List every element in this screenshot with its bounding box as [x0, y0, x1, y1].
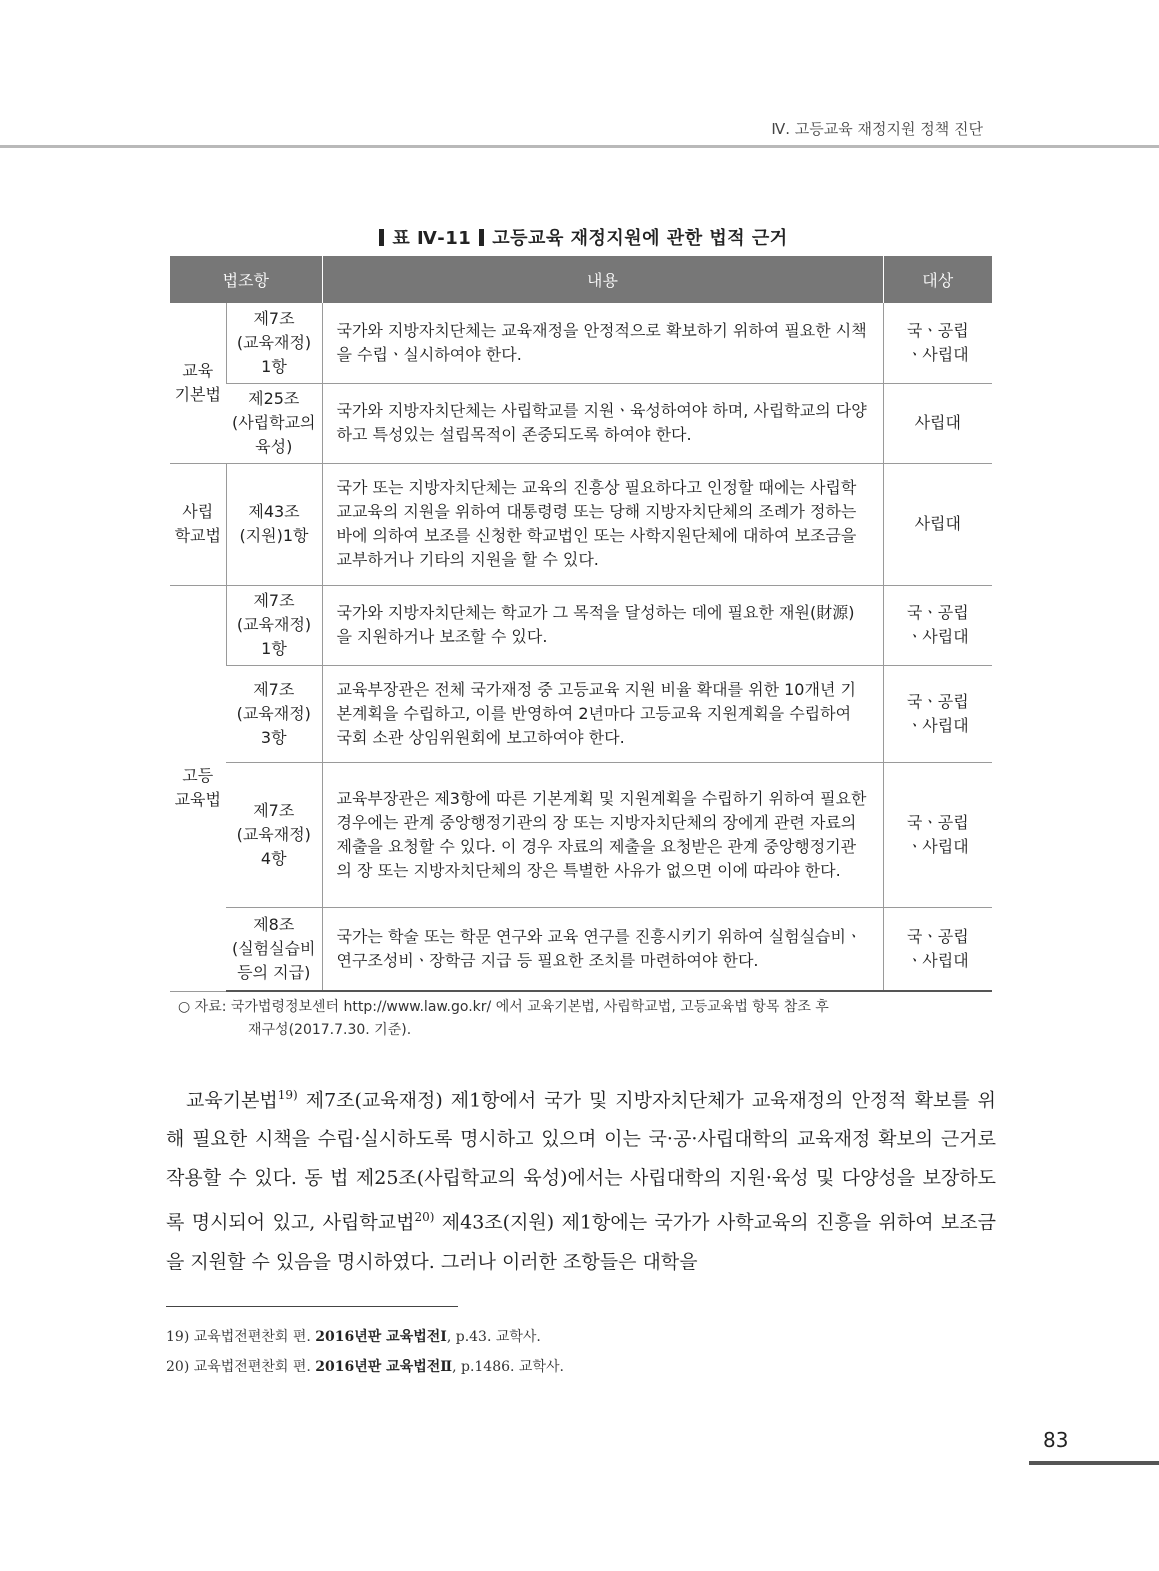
footnote-ref[interactable]: 19) — [277, 1088, 298, 1102]
target-cell: 국ㆍ공립 ㆍ사립대 — [883, 907, 992, 991]
article-cell: 제25조 (사립학교의 육성) — [226, 383, 322, 463]
caption-bar-right — [479, 229, 484, 246]
footnote-text: 20) 교육법전편찬회 편. — [166, 1359, 316, 1375]
table-row — [170, 463, 992, 585]
table-number: 표 Ⅳ-11 — [392, 228, 472, 249]
footnote-text: , p.1486. 교학사. — [452, 1359, 564, 1375]
source-line-continued: 재구성(2017.7.30. 기준). — [248, 1022, 412, 1038]
content-cell: 국가와 지방자치단체는 사립학교를 지원ㆍ육성하여야 하며, 사립학교의 다양하고 특성있는 설립목적이 존중되도록 하여야 한다. — [322, 383, 883, 463]
article-cell: 제8조 (실험실습비 등의 지급) — [226, 907, 322, 991]
body-paragraph — [166, 1076, 996, 1282]
footnote-book-title: 2016년판 교육법전Ⅱ — [315, 1359, 453, 1375]
table-title: 고등교육 재정지원에 관한 법적 근거 — [492, 228, 788, 249]
footnote-book-title: 2016년판 교육법전Ⅰ — [315, 1329, 447, 1345]
footnote-text: 19) 교육법전편찬회 편. — [166, 1329, 316, 1345]
table-caption — [0, 224, 1159, 250]
body-text-segment: 제7조(교육재정) 제1항에서 국가 및 지방자치단체가 교육재정의 안정적 확보를 위해 필요한 시책을 수립·실시하도록 명시하고 있으며 이는 국·공·사립대학의 교육재정 확보의 근거로 작용할 수 있다. 동 법 제25조(사립학교의 육성)에서는 사립대학의 지원·육성 및 다양성을 보장하도록 명시되어 있고, 사립학교법 — [166, 1089, 996, 1234]
table-row — [170, 383, 992, 463]
target-cell: 국ㆍ공립 ㆍ사립대 — [883, 585, 992, 665]
table-header-row — [170, 256, 992, 303]
law-name-cell: 고등 교육법 — [170, 585, 226, 991]
page-number: 83 — [1043, 1428, 1069, 1452]
content-cell: 국가와 지방자치단체는 학교가 그 목적을 달성하는 데에 필요한 재원(財源)을 지원하거나 보조할 수 있다. — [322, 585, 883, 665]
footnote-rule — [166, 1306, 458, 1307]
table-row — [170, 665, 992, 762]
article-cell: 제7조 (교육재정) 1항 — [226, 303, 322, 383]
page-number-rule — [1029, 1461, 1159, 1465]
content-cell: 국가 또는 지방자치단체는 교육의 진흥상 필요하다고 인정할 때에는 사립학교교육의 지원을 위하여 대통령령 또는 당해 지방자치단체의 조례가 정하는 바에 의하여 보조를 신청한 학교법인 또는 사학지원단체에 대하여 보조금을 교부하거나 기타의 지원을 할 수 있다. — [322, 463, 883, 585]
footnotes — [166, 1322, 564, 1382]
caption-bar-left — [379, 229, 384, 246]
content-cell: 교육부장관은 제3항에 따른 기본계획 및 지원계획을 수립하기 위하여 필요한 경우에는 관계 중앙행정기관의 장 또는 지방자치단체의 장에게 관련 자료의 제출을 요청할 수 있다. 이 경우 자료의 제출을 요청받은 관계 중앙행정기관의 장 또는 지방자치단체의 장은 특별한 사유가 없으면 이에 따라야 한다. — [322, 762, 883, 907]
body-text-segment: 교육기본법 — [186, 1089, 278, 1112]
target-cell: 국ㆍ공립 ㆍ사립대 — [883, 762, 992, 907]
footnote-ref[interactable]: 20) — [414, 1210, 435, 1225]
target-cell: 사립대 — [883, 463, 992, 585]
column-header-content: 내용 — [322, 256, 883, 303]
column-header-article: 법조항 — [170, 256, 322, 303]
column-header-target: 대상 — [883, 256, 992, 303]
article-cell: 제43조 (지원)1항 — [226, 463, 322, 585]
header-rule — [0, 145, 1159, 148]
target-cell: 국ㆍ공립 ㆍ사립대 — [883, 665, 992, 762]
content-cell: 국가는 학술 또는 학문 연구와 교육 연구를 진흥시키기 위하여 실험실습비ㆍ연구조성비ㆍ장학금 지급 등 필요한 조치를 마련하여야 한다. — [322, 907, 883, 991]
source-line: ○ 자료: 국가법령정보센터 http://www.law.go.kr/ 에서 교육기본법, 사립학교법, 고등교육법 항목 참조 후 — [178, 999, 829, 1015]
law-name-cell: 사립 학교법 — [170, 463, 226, 585]
target-cell: 국ㆍ공립 ㆍ사립대 — [883, 303, 992, 383]
footnote-item — [166, 1352, 564, 1382]
table-source-note — [178, 996, 829, 1042]
body-text-segment: 제43조(지원) 제1항에는 국가가 사학교육의 진흥을 위하여 보조금을 지원할 수 있음을 명시하였다. 그러나 이러한 조항들은 대학을 — [166, 1211, 996, 1273]
footnote-text: , p.43. 교학사. — [446, 1329, 541, 1345]
running-header: Ⅳ. 고등교육 재정지원 정책 진단 — [771, 120, 983, 138]
law-name-cell: 교육 기본법 — [170, 303, 226, 463]
table-row — [170, 303, 992, 383]
law-table — [170, 256, 992, 992]
table-row — [170, 585, 992, 665]
article-cell: 제7조 (교육재정) 4항 — [226, 762, 322, 907]
content-cell: 교육부장관은 전체 국가재정 중 고등교육 지원 비율 확대를 위한 10개년 기본계획을 수립하고, 이를 반영하여 2년마다 고등교육 지원계획을 수립하여 국회 소관 상임위원회에 보고하여야 한다. — [322, 665, 883, 762]
content-cell: 국가와 지방자치단체는 교육재정을 안정적으로 확보하기 위하여 필요한 시책을 수립ㆍ실시하여야 한다. — [322, 303, 883, 383]
table-row — [170, 762, 992, 907]
table-row — [170, 907, 992, 991]
target-cell: 사립대 — [883, 383, 992, 463]
article-cell: 제7조 (교육재정) 3항 — [226, 665, 322, 762]
article-cell: 제7조 (교육재정) 1항 — [226, 585, 322, 665]
footnote-item — [166, 1322, 564, 1352]
